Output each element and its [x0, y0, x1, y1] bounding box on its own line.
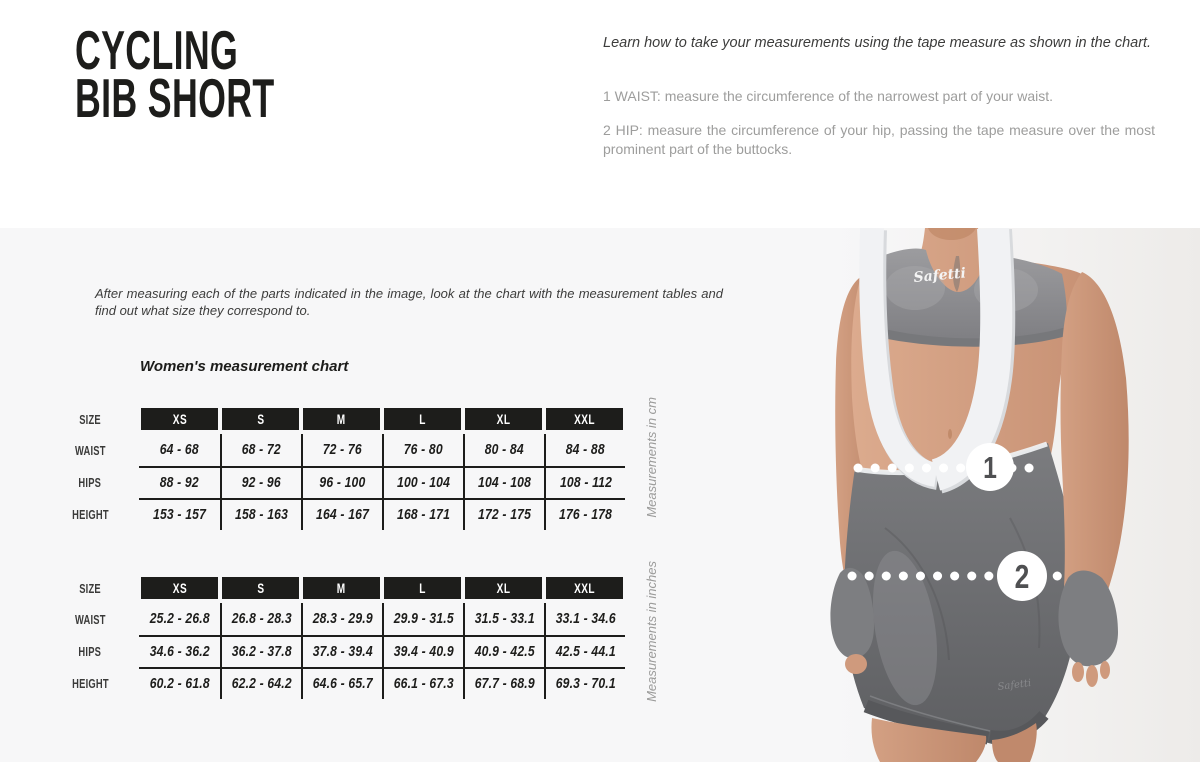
size-cell: M — [301, 577, 382, 599]
table-row-hips — [70, 466, 627, 498]
left-glove-fingers — [845, 654, 867, 674]
value-cell: 62.2 - 64.2 — [220, 667, 301, 699]
value-cell: 26.8 - 28.3 — [220, 603, 301, 635]
value-cell: 72 - 76 — [301, 434, 382, 466]
value-cell: 158 - 163 — [220, 498, 301, 530]
size-cell: XXL — [544, 408, 625, 430]
value-cell: 42.5 - 44.1 — [544, 635, 625, 667]
value-cell: 80 - 84 — [463, 434, 544, 466]
value-cell: 176 - 178 — [544, 498, 625, 530]
hip-marker-number: 2 — [1014, 559, 1030, 596]
table-row-hips — [70, 635, 627, 667]
table-row-label: WAIST — [74, 611, 106, 627]
value-cell: 37.8 - 39.4 — [301, 635, 382, 667]
right-glove-finger1 — [1072, 662, 1084, 682]
value-cell: 34.6 - 36.2 — [139, 635, 220, 667]
value-cell: 68 - 72 — [220, 434, 301, 466]
value-cell: 31.5 - 33.1 — [463, 603, 544, 635]
value-cell: 153 - 157 — [139, 498, 220, 530]
table-row-height — [70, 498, 627, 530]
value-cell: 76 - 80 — [382, 434, 463, 466]
shorts-brand-logo: Safetti — [997, 677, 1032, 693]
value-cell: 96 - 100 — [301, 466, 382, 498]
page-title-line1: CYCLING — [75, 19, 239, 81]
table-row-sizes — [70, 577, 627, 599]
table-row-waist — [70, 603, 627, 635]
value-cell: 40.9 - 42.5 — [463, 635, 544, 667]
table-row-label: SIZE — [79, 580, 101, 596]
measurement-table-cm — [70, 408, 627, 530]
value-cell: 29.9 - 31.5 — [382, 603, 463, 635]
right-glove-finger3 — [1100, 661, 1110, 679]
navel — [948, 429, 952, 439]
waist-instruction: 1 WAIST: measure the circumference of the narrowest part of your waist. — [603, 88, 1053, 104]
table-row-label: HEIGHT — [71, 506, 109, 522]
size-cell: L — [382, 577, 463, 599]
right-glove-finger2 — [1086, 665, 1098, 687]
size-cell: XXL — [544, 577, 625, 599]
table-row-label: WAIST — [74, 442, 106, 458]
value-cell: 92 - 96 — [220, 466, 301, 498]
size-cell: L — [382, 408, 463, 430]
value-cell: 25.2 - 26.8 — [149, 611, 210, 627]
value-cell: 168 - 171 — [382, 498, 463, 530]
page-title-line2: BIB SHORT — [75, 67, 275, 129]
value-cell: 172 - 175 — [463, 498, 544, 530]
value-cell: 66.1 - 67.3 — [382, 667, 463, 699]
value-cell: 84 - 88 — [544, 434, 625, 466]
table-row-sizes — [70, 408, 627, 430]
model-illustration — [830, 228, 1200, 762]
value-cell: 33.1 - 34.6 — [544, 603, 625, 635]
after-measuring-note: After measuring each of the parts indicated in the image, look at the chart with the measurement tables and find out what size they correspond to. — [95, 286, 723, 318]
value-cell: 108 - 112 — [544, 466, 625, 498]
size-cell: XL — [463, 408, 544, 430]
table-row-label: HEIGHT — [71, 675, 109, 691]
hip-instruction: 2 HIP: measure the circumference of your hip, passing the tape measure over the most prominent part of the buttocks. — [603, 122, 1155, 157]
size-cell: M — [301, 408, 382, 430]
value-cell: 36.2 - 37.8 — [220, 635, 301, 667]
size-cell: XS — [139, 408, 220, 430]
value-cell: 64 - 68 — [159, 442, 200, 458]
unit-label-inches: Measurements in inches — [643, 560, 659, 702]
value-cell: 104 - 108 — [463, 466, 544, 498]
waist-marker-number: 1 — [983, 450, 997, 485]
size-cell: XL — [463, 577, 544, 599]
measure-intro: Learn how to take your measurements using the tape measure as shown in the chart. — [603, 35, 1152, 51]
size-cell: XS — [139, 577, 220, 599]
value-cell: 67.7 - 68.9 — [463, 667, 544, 699]
value-cell: 164 - 167 — [301, 498, 382, 530]
value-cell: 60.2 - 61.8 — [139, 667, 220, 699]
chart-section — [0, 228, 1200, 762]
table-row-label: HIPS — [78, 643, 102, 659]
table-row-waist — [70, 434, 627, 466]
measurement-table-inches — [70, 577, 627, 699]
value-cell: 88 - 92 — [139, 466, 220, 498]
value-cell: 28.3 - 29.9 — [301, 603, 382, 635]
bra-brand-logo: Safetti — [912, 265, 967, 286]
value-cell: 100 - 104 — [382, 466, 463, 498]
model-photo — [830, 228, 1200, 762]
value-cell: 64.6 - 65.7 — [301, 667, 382, 699]
page-title — [75, 19, 382, 129]
table-row-label: SIZE — [79, 411, 101, 427]
unit-label-cm: Measurements in cm — [643, 396, 659, 518]
table-row-height — [70, 667, 627, 699]
size-cell: S — [220, 577, 301, 599]
size-cell: S — [220, 408, 301, 430]
table-row-label: HIPS — [78, 474, 102, 490]
value-cell: 69.3 - 70.1 — [544, 667, 625, 699]
value-cell: 39.4 - 40.9 — [382, 635, 463, 667]
chart-heading: Women's measurement chart — [140, 358, 349, 375]
